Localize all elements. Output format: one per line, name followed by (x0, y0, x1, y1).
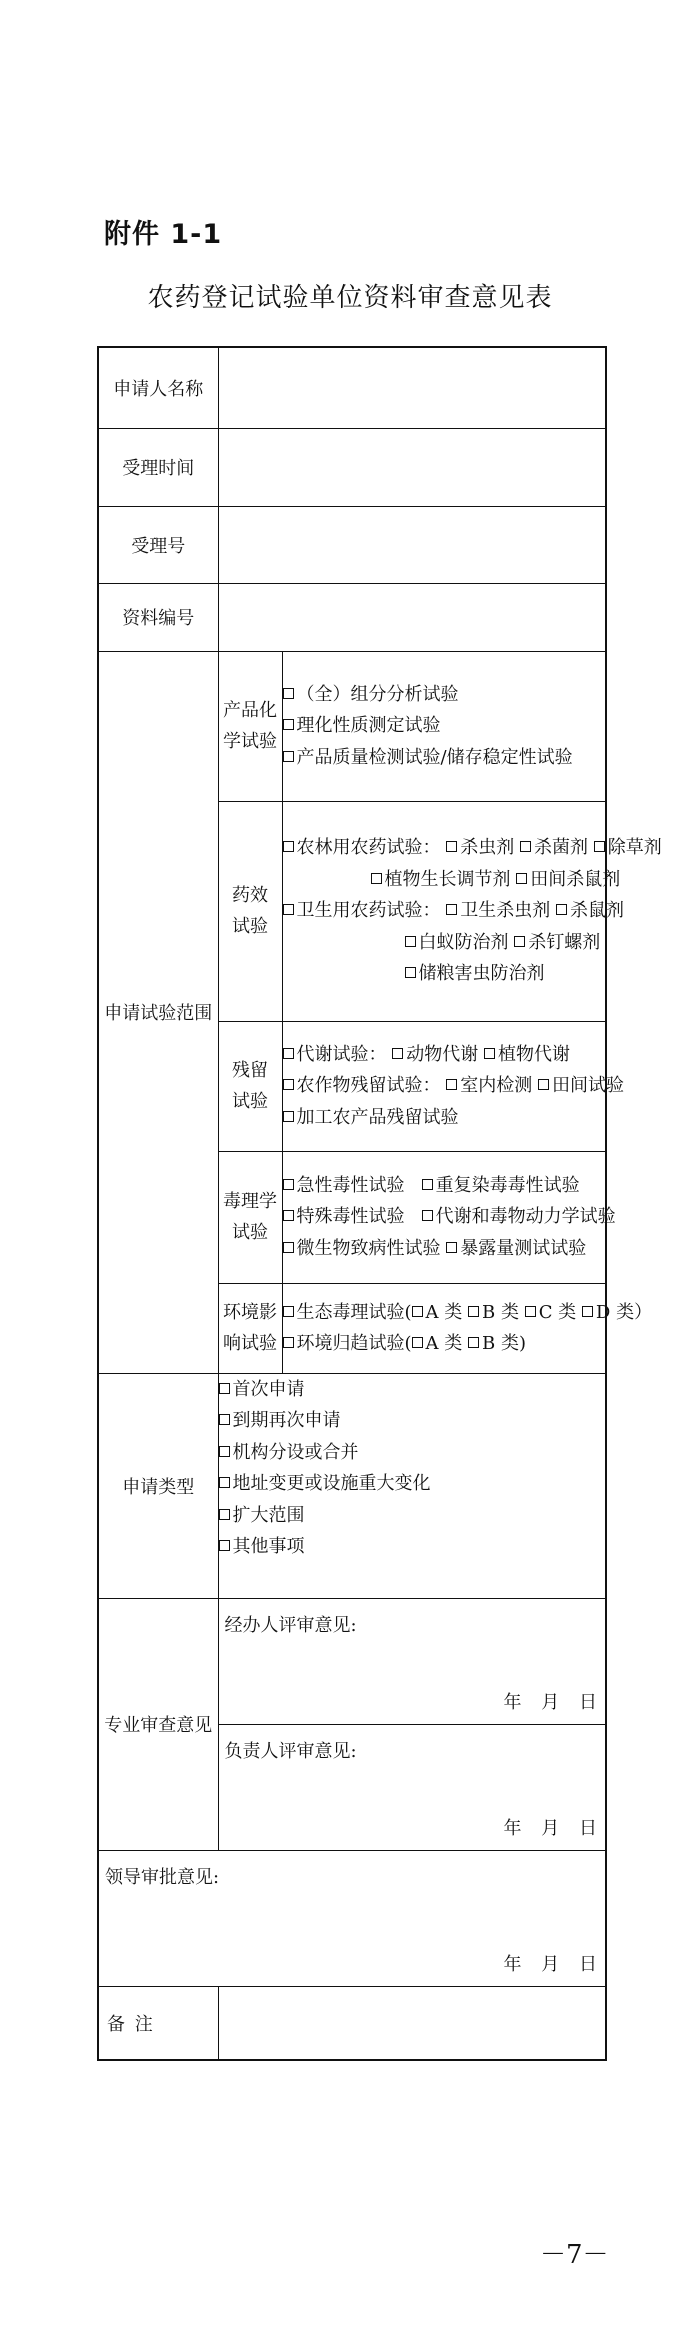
attachment-label: 附件 1-1 (104, 219, 223, 250)
option[interactable]: （全）组分分析试验 (283, 679, 606, 711)
chief-opinion-field[interactable] (218, 1724, 606, 1850)
checkbox[interactable] (283, 1048, 294, 1059)
app-type-label: 申请类型 (98, 1373, 218, 1598)
checkbox[interactable] (468, 1306, 479, 1317)
checkbox[interactable] (446, 1079, 457, 1090)
checkbox[interactable] (283, 1337, 294, 1348)
document-no-label: 资料编号 (98, 583, 218, 651)
toxicology-label: 毒理学 试验 (218, 1151, 282, 1283)
checkbox[interactable] (405, 936, 416, 947)
checkbox[interactable] (556, 904, 567, 915)
chief-date: 年 月 日 (503, 1817, 599, 1839)
acceptance-no-field[interactable] (218, 506, 606, 583)
environment-options: 生态毒理试验( A 类 B 类 C 类 D 类） 环境归趋试验( A 类 B 类) (282, 1283, 606, 1373)
review-form-table (97, 346, 662, 2061)
checkbox[interactable] (516, 873, 527, 884)
checkbox[interactable] (219, 1414, 230, 1425)
checkbox[interactable] (283, 719, 294, 730)
handler-opinion-label: 经办人评审意见: (224, 1614, 357, 1636)
handler-opinion-field[interactable] (218, 1598, 606, 1724)
checkbox[interactable] (219, 1383, 230, 1394)
checkbox[interactable] (514, 936, 525, 947)
chief-opinion-label: 负责人评审意见: (224, 1740, 357, 1762)
handler-date: 年 月 日 (503, 1691, 599, 1713)
checkbox[interactable] (283, 1306, 294, 1317)
page-number: －7－ (540, 2240, 609, 2270)
checkbox[interactable] (582, 1306, 593, 1317)
checkbox[interactable] (446, 1242, 457, 1253)
acceptance-no-label: 受理号 (98, 506, 218, 583)
scope-label: 申请试验范围 (98, 651, 218, 1373)
checkbox[interactable] (484, 1048, 495, 1059)
review-label: 专业审查意见 (98, 1598, 218, 1850)
environment-label: 环境影 响试验 (218, 1283, 282, 1373)
checkbox[interactable] (446, 841, 457, 852)
toxicology-options: 急性毒性试验 重复染毒毒性试验 特殊毒性试验 代谢和毒物动力学试验 微生物致病性试验 暴露量测试试验 (282, 1151, 606, 1283)
acceptance-time-label: 受理时间 (98, 428, 218, 506)
checkbox[interactable] (520, 841, 531, 852)
app-type-options: 首次申请 到期再次申请 机构分设或合并 地址变更或设施重大变化 扩大范围 其他事项 (218, 1373, 606, 1598)
remarks-label: 备 注 (98, 1986, 218, 2060)
checkbox[interactable] (422, 1179, 433, 1190)
checkbox[interactable] (371, 873, 382, 884)
option[interactable]: 产品质量检测试验/储存稳定性试验 (283, 742, 606, 774)
checkbox[interactable] (392, 1048, 403, 1059)
checkbox[interactable] (422, 1210, 433, 1221)
acceptance-time-field[interactable] (218, 428, 606, 506)
checkbox[interactable] (283, 751, 294, 762)
leader-opinion-label: 领导审批意见: (105, 1866, 220, 1888)
product-chem-options (282, 651, 606, 801)
checkbox[interactable] (283, 1179, 294, 1190)
leader-opinion-field[interactable] (98, 1850, 606, 1986)
leader-date: 年 月 日 (503, 1953, 599, 1975)
product-chem-label: 产品化 学试验 (218, 651, 282, 801)
applicant-name-field[interactable] (218, 347, 606, 428)
checkbox[interactable] (283, 688, 294, 699)
checkbox[interactable] (283, 904, 294, 915)
checkbox[interactable] (283, 841, 294, 852)
checkbox[interactable] (405, 967, 416, 978)
residue-label: 残留 试验 (218, 1021, 282, 1151)
form-title: 农药登记试验单位资料审查意见表 (147, 283, 553, 313)
checkbox[interactable] (446, 904, 457, 915)
checkbox[interactable] (219, 1540, 230, 1551)
checkbox[interactable] (594, 841, 605, 852)
checkbox[interactable] (283, 1111, 294, 1122)
checkbox[interactable] (219, 1509, 230, 1520)
applicant-name-label: 申请人名称 (98, 347, 218, 428)
checkbox[interactable] (468, 1337, 479, 1348)
efficacy-label: 药效 试验 (218, 801, 282, 1021)
efficacy-options: 农林用农药试验： 杀虫剂 杀菌剂 除草剂 植物生长调节剂 田间杀鼠剂 卫生用农药试验： 卫生杀虫剂 杀鼠剂 白蚁防治剂 杀钉螺剂 储粮害虫防治剂 (282, 801, 606, 1021)
document-no-field[interactable] (218, 583, 606, 651)
checkbox[interactable] (283, 1242, 294, 1253)
checkbox[interactable] (412, 1306, 423, 1317)
residue-options: 代谢试验： 动物代谢 植物代谢 农作物残留试验： 室内检测 田间试验 加工农产品残留试验 (282, 1021, 606, 1151)
checkbox[interactable] (219, 1446, 230, 1457)
checkbox[interactable] (283, 1210, 294, 1221)
option[interactable]: 理化性质测定试验 (283, 710, 606, 742)
checkbox[interactable] (538, 1079, 549, 1090)
checkbox[interactable] (219, 1477, 230, 1488)
checkbox[interactable] (525, 1306, 536, 1317)
remarks-field[interactable] (218, 1986, 606, 2060)
checkbox[interactable] (412, 1337, 423, 1348)
checkbox[interactable] (283, 1079, 294, 1090)
